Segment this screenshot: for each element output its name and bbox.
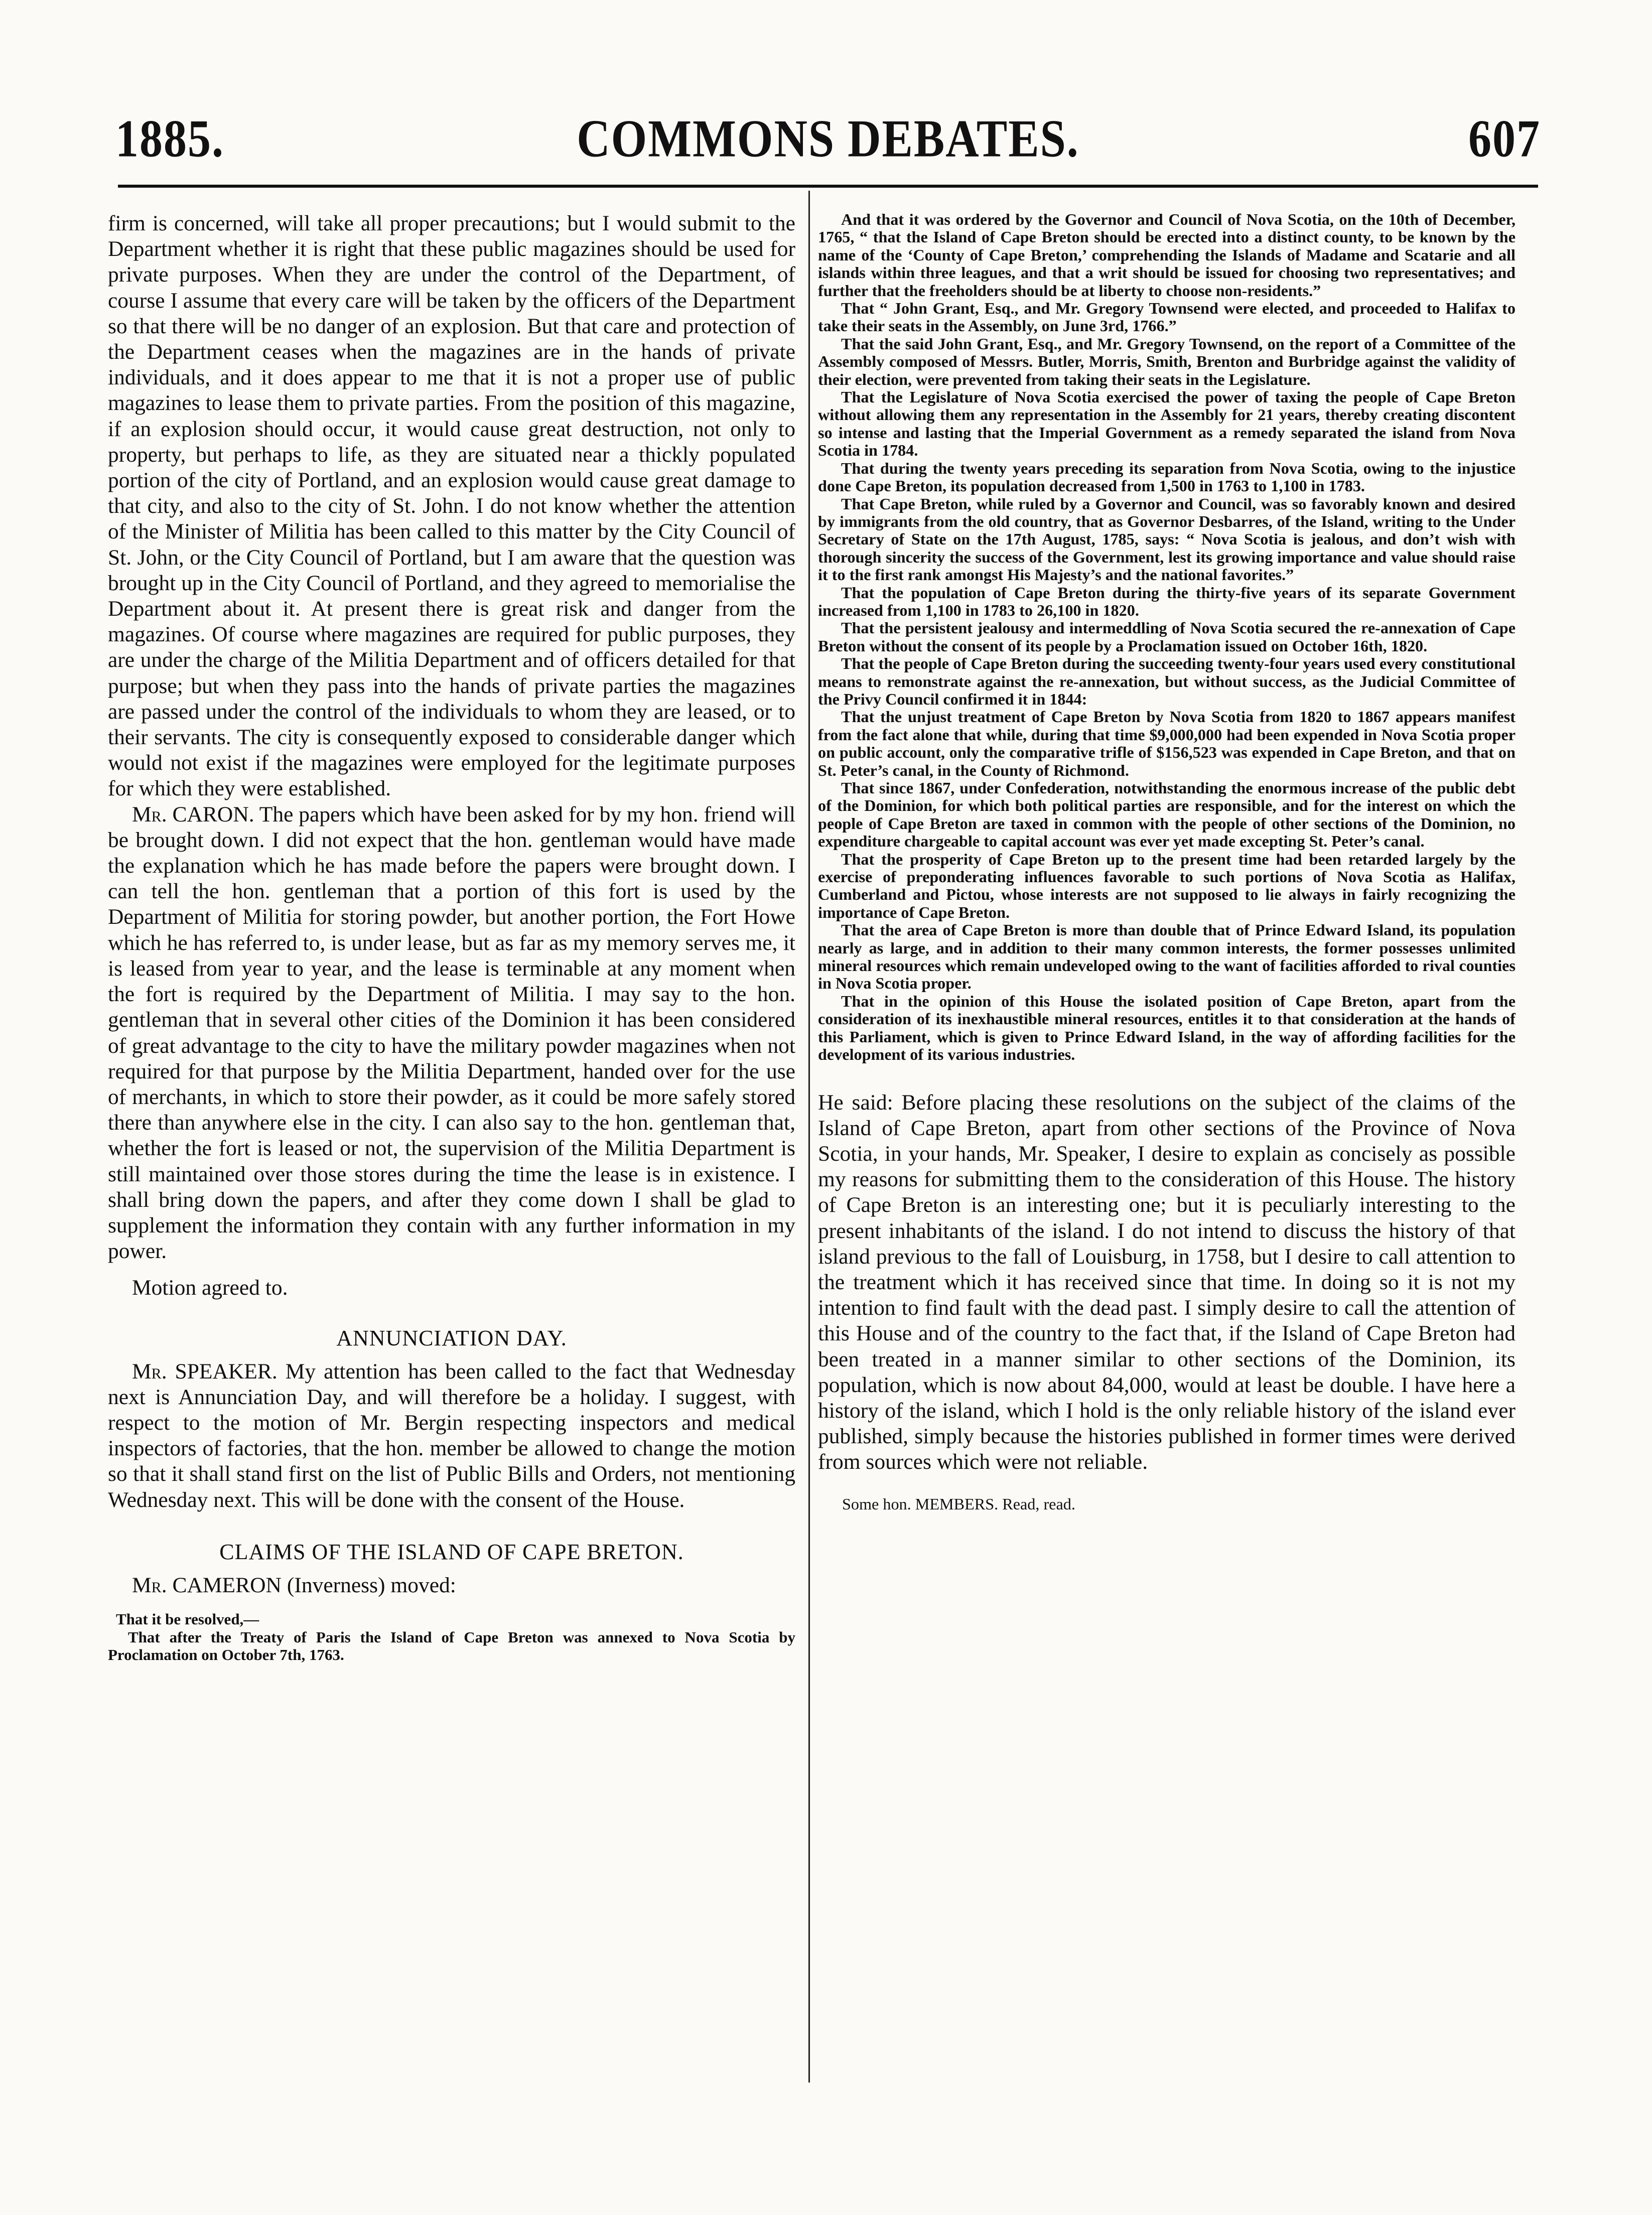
- spacer: [818, 1064, 1516, 1090]
- resolution-item: And that it was ordered by the Governor and Council of Nova Scotia, on the 10th of December, 1765, “ that the Island of Cape Breton should be erected into a distinct county, to be known by the name of the ‘County of Cape Breton,’ comprehending the Islands of Madame and Scatarie and all islands within three leagues, and that a writ should be issued for choosing two representatives; and further that the freeholders should be at liberty to choose non-residents.”: [818, 210, 1516, 300]
- resolution-start: [108, 1610, 795, 1664]
- resolution-item: That the Legislature of Nova Scotia exercised the power of taxing the people of Cape Breton without allowing them any representation in the Assembly for 21 years, thereby creating discontent so intense and lasting that the Imperial Government as a remedy separated the island from Nova Scotia in 1784.: [818, 388, 1516, 460]
- resolution-item: That the unjust treatment of Cape Breton by Nova Scotia from 1820 to 1867 appears manifest from the fact alone that while, during that time $9,000,000 had been expended in Nova Scotia proper on public account, only the comparative trifle of $156,523 was expended in Cape Breton, and that on St. Peter’s canal, in the County of Richmond.: [818, 708, 1516, 779]
- resolution-item: That the population of Cape Breton during the thirty-five years of its separate Government increased from 1,100 in 1783 to 26,100 in 1820.: [818, 583, 1516, 619]
- caron-paragraph: [108, 802, 795, 1265]
- column-divider: [808, 191, 810, 2083]
- resolution-item: That the area of Cape Breton is more than double that of Prince Edward Island, its population nearly as large, and in addition to their many common interests, the former possesses unlimited mineral resources which remain undeveloped owing to the want of facilities afforded to rival counties in Nova Scotia proper.: [818, 921, 1516, 993]
- header-rule: [118, 185, 1538, 188]
- resolution-item: That the prosperity of Cape Breton up to the present time had been retarded largely by the exercise of preponderating influences favorable to such portions of Nova Scotia as Halifax, Cumberland and Pictou, whose interests are not supposed to lie always in fairly recognizing the importance of Cape Breton.: [818, 850, 1516, 921]
- speaker-paragraph: [108, 1359, 795, 1513]
- resolution-item: That since 1867, under Confederation, notwithstanding the enormous increase of the public debt of the Dominion, for which both political parties are responsible, and for the interest on which the people of Cape Breton are taxed in common with the people of other sections of the Dominion, no expenditure chargeable to capital account was ever yet made excepting St. Peter’s canal.: [818, 779, 1516, 851]
- speech-text: My attention has been called to the fact that Wednesday next is Annunciation Day, and will therefore be a holiday. I suggest, with respect to the motion of Mr. Bergin respecting inspectors and medical inspectors of factories, that the hon. member be allowed to change the motion so that it shall stand first on the list of Public Bills and Orders, not mentioning Wednesday next. This will be done with the consent of the House.: [108, 1359, 796, 1512]
- resolved-line: That it be resolved,—: [116, 1610, 259, 1628]
- page-header: [110, 108, 1546, 168]
- cameron-speech: He said: Before placing these resolutions on the subject of the claims of the Island of Cape Breton, apart from other sections of the Province of Nova Scotia, in your hands, Mr. Speaker, I desire to explain as concisely as possible my reasons for submitting them to the consideration of this House. The history of Cape Breton is an interesting one; but it is peculiarly interesting to the present inhabitants of the island. I do not intend to discuss the history of that island previous to the fall of Louisburg, in 1758, but I desire to call attention to the treatment which it has received since that time. In doing so it is not my intention to find fault with the dead past. I simply desire to call the attention of this House and of the country to the fact that, if the Island of Cape Breton had been treated in a manner similar to other sections of the Dominion, its population, which is now about 84,000, would at least be double. I have here a history of the island, which I hold is the only reliable history of the island ever published, simply because the histories published in former times were derived from sources which were not reliable.: [818, 1090, 1516, 1474]
- resolution-item: That “ John Grant, Esq., and Mr. Gregory Townsend were elected, and proceeded to Halifax to take their seats in the Assembly, on June 3rd, 1766.”: [818, 299, 1516, 335]
- resolution-item: That the persistent jealousy and intermeddling of Nova Scotia secured the re-annexation of Cape Breton without the consent of its people by a Proclamation issued on October 16th, 1820.: [818, 619, 1516, 655]
- cameron-motion: [108, 1573, 795, 1598]
- section-heading-annunciation: ANNUNCIATION DAY.: [336, 1325, 567, 1350]
- speaker-name: Mr. SPEAKER.: [132, 1359, 278, 1383]
- resolution-item: That during the twenty years preceding its separation from Nova Scotia, owing to the injustice done Cape Breton, its population decreased from 1,500 in 1763 to 1,100 in 1783.: [818, 459, 1516, 495]
- speaker-riding: (Inverness) moved:: [287, 1573, 456, 1597]
- header-title: COMMONS DEBATES.: [577, 109, 1079, 168]
- paragraph-continuation: firm is concerned, will take all proper precautions; but I would submit to the Department whether it is right that these public magazines should be used for private purposes. When they are under the control of the Department, of course I assume that every care will be taken by the officers of the Department so that there will be no danger of an explosion. But that care and protection of the Department ceases when the magazines are in the hands of private individuals, and it does appear to me that it is not a proper use of public magazines to lease them to private parties. From the position of this magazine, if an explosion should occur, it would cause great destruction, not only to property, but perhaps to life, as they are situated near a thickly populated portion of the city of Portland, and an explosion would cause great damage to that city, and also to the city of St. John. I do not know whether the attention of the Minister of Militia has been called to this matter by the City Council of St. John, or the City Council of Portland, but I am aware that the question was brought up in the City Council of Portland, and they agreed to memorialise the Department about it. At present there is great risk and danger from the magazines. Of course where magazines are required for public purposes, they are under the charge of the Militia Department and of officers detailed for that purpose; but when they pass into the hands of private parties the magazines are passed under the control of the individuals to whom they are leased, or to their servants. The city is consequently exposed to considerable danger which would not exist if the magazines were employed for the legitimate purposes for which they were established.: [108, 211, 795, 801]
- header-year: 1885.: [115, 109, 224, 168]
- resolution-item: That after the Treaty of Paris the Island of Cape Breton was annexed to Nova Scotia by Proclamation on October 7th, 1763.: [108, 1628, 795, 1664]
- resolution-item: That the said John Grant, Esq., and Mr. Gregory Townsend, on the report of a Committee of the Assembly composed of Messrs. Butler, Morris, Smith, Brenton and Burbridge against the validity of their election, were prevented from taking their seats in the Legislature.: [818, 334, 1516, 388]
- speech-text: The papers which have been asked for by my hon. friend will be brought down. I did not expect that the hon. gentleman would have made the explanation which he has made before the papers were brought down. I can tell the hon. gentleman that a portion of this fort is used by the Department of Militia for storing powder, but another portion, the Fort Howe which he has referred to, is under lease, but as far as my memory serves me, it is leased from year to year, and the lease is terminable at any moment when the fort is required by the Department of Militia. I may say to the hon. gentleman that in several other cities of the Dominion it has been considered of great advantage to the city to have the military powder magazines when not required for that purpose by the Militia Department, handed over for the use of merchants, in which to store their powder, as it could be more safely stored there than anywhere else in the city. I can also say to the hon. gentleman that, whether the fort is leased or not, the supervision of the Militia Department is still maintained over those stores during the time the lease is in existence. I shall bring down the papers, and after they come down I shall be glad to supplement the information they contain with any further information in my power.: [108, 802, 795, 1264]
- header-page-number: 607: [1468, 109, 1541, 168]
- speaker-name: Mr. CARON.: [132, 802, 254, 826]
- resolution-item: That in the opinion of this House the isolated position of Cape Breton, apart from the consideration of its inexhaustible mineral resources, entitles it to that consideration at the hands of this Parliament, which is given to Prince Edward Island, in the way of affording facilities for the development of its various industries.: [818, 992, 1516, 1064]
- left-column: [108, 211, 795, 1664]
- section-heading-claims: CLAIMS OF THE ISLAND OF CAPE BRETON.: [219, 1539, 684, 1564]
- speaker-name: Mr. CAMERON: [132, 1573, 282, 1597]
- right-column: [818, 211, 1516, 1513]
- motion-agreed: Motion agreed to.: [132, 1276, 288, 1300]
- resolution-item: That Cape Breton, while ruled by a Governor and Council, was so favorably known and desired by immigrants from the old country, that as Governor Desbarres, of the Island, writing to the Under Secretary of State on the 17th August, 1785, says: “ Nova Scotia is jealous, and don’t wish with thorough sincerity the success of the Government, lest its growing importance and value should raise it to the first rank amongst His Majesty’s and the national favorites.”: [818, 494, 1516, 584]
- members-interjection: Some hon. MEMBERS. Read, read.: [842, 1494, 1075, 1513]
- resolution-item: That the people of Cape Breton during the succeeding twenty-four years used every constitutional means to remonstrate against the re-annexation, but without success, as the Judicial Committee of the Privy Council confirmed it in 1844:: [818, 654, 1516, 708]
